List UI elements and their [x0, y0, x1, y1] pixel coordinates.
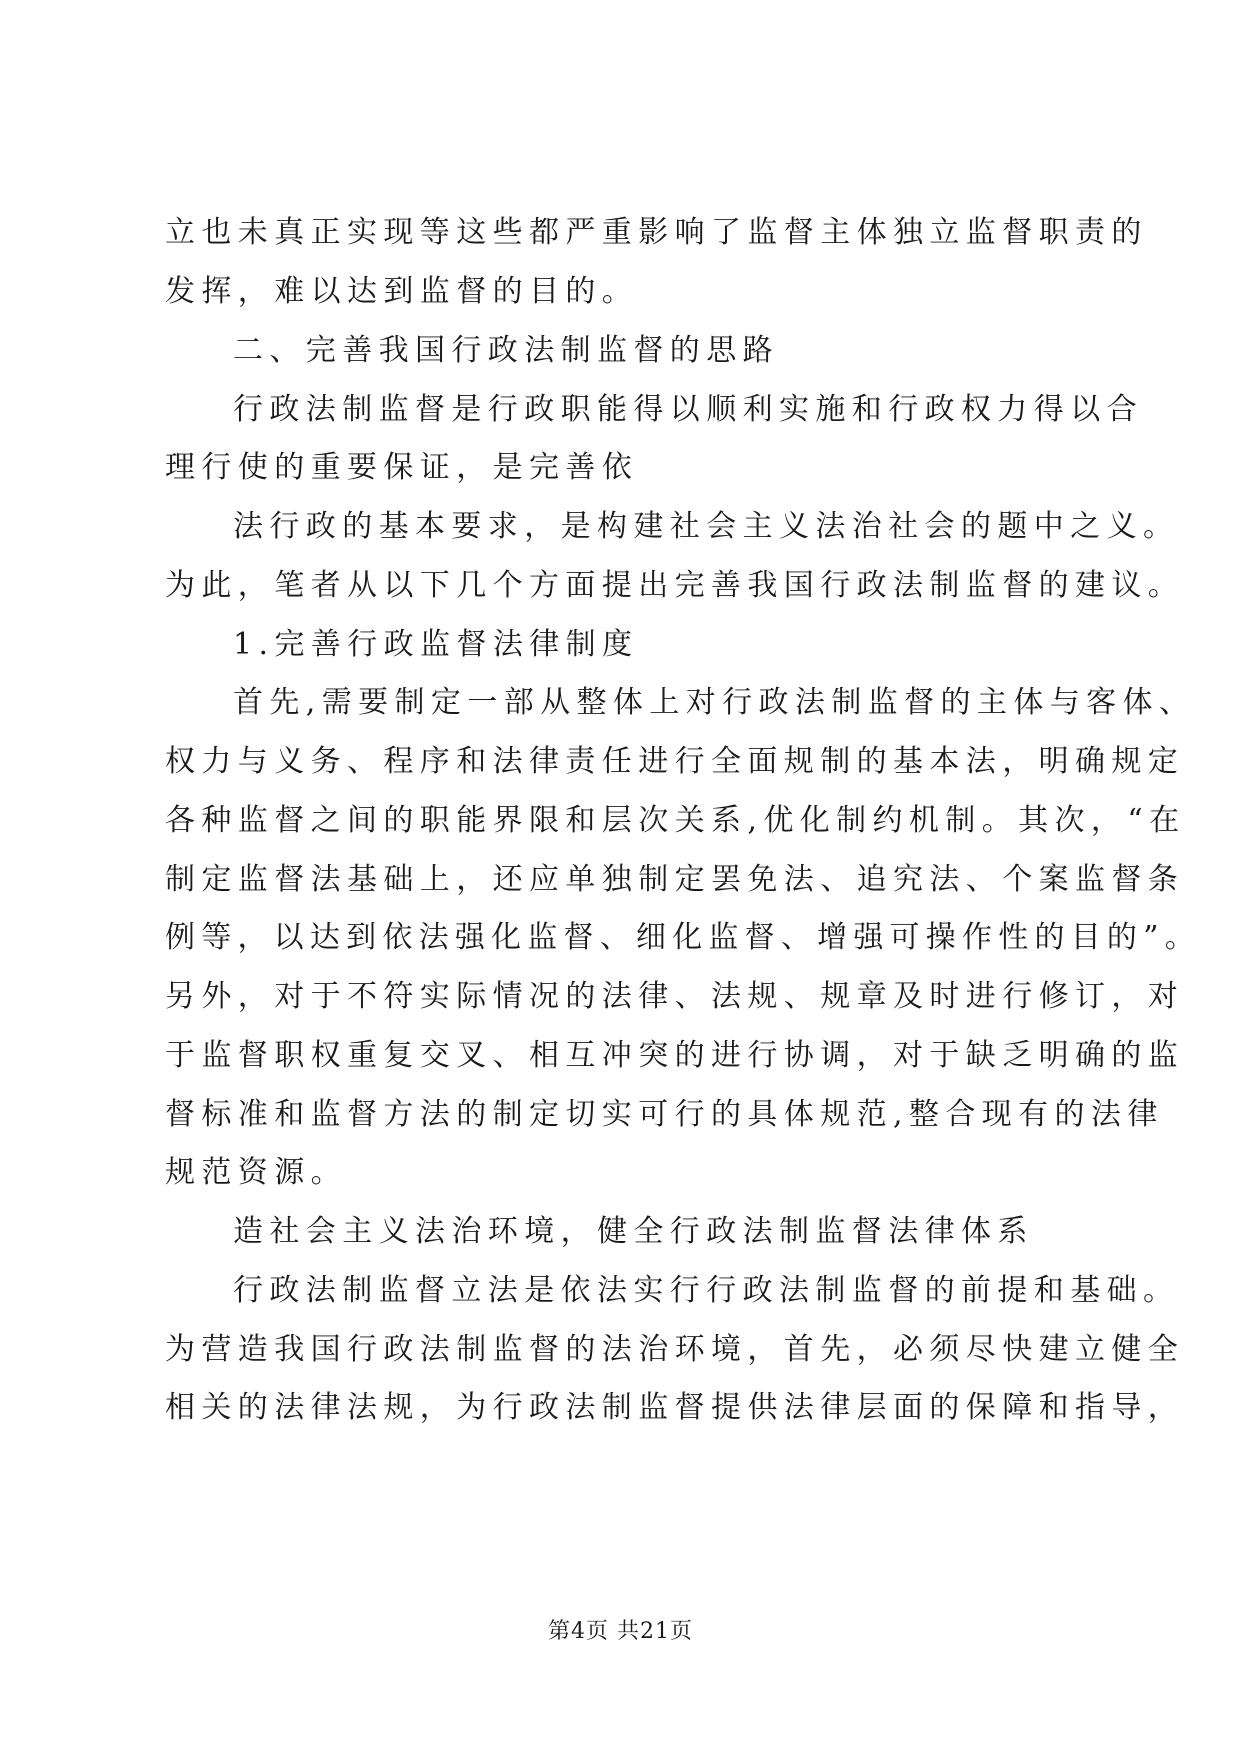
text-line: 例等，以达到依法强化监督、细化监督、增强可操作性的目的”。 — [165, 920, 1201, 955]
text-line: 立也未真正实现等这些都严重影响了监督主体独立监督职责的 — [165, 215, 1148, 250]
text-line: 各种监督之间的职能界限和层次关系,优化制约机制。其次，“在 — [165, 803, 1186, 838]
text-line: 为此，笔者从以下几个方面提出完善我国行政法制监督的建议。 — [165, 568, 1185, 603]
text-line: 法行政的基本要求，是构建社会主义法治社会的题中之义。 — [233, 509, 1180, 544]
text-line: 首先,需要制定一部从整体上对行政法制监督的主体与客体、 — [233, 685, 1196, 720]
subsection-heading: 1.完善行政监督法律制度 — [233, 627, 639, 662]
text-line: 于监督职权重复交叉、相互冲突的进行协调，对于缺乏明确的监 — [165, 1038, 1185, 1073]
text-line: 制定监督法基础上，还应单独制定罢免法、追究法、个案监督条 — [165, 862, 1185, 897]
text-line: 理行使的重要保证，是完善依 — [165, 450, 639, 485]
text-line: 规范资源。 — [165, 1155, 347, 1190]
text-line: 督标准和监督方法的制定切实可行的具体规范,整合现有的法律 — [165, 1097, 1164, 1132]
text-line: 行政法制监督是行政职能得以顺利实施和行政权力得以合 — [233, 392, 1143, 427]
page-number: 第4页 共21页 — [548, 1619, 693, 1644]
text-line: 另外，对于不符实际情况的法律、法规、规章及时进行修订，对 — [165, 979, 1185, 1014]
text-line: 行政法制监督立法是依法实行行政法制监督的前提和基础。 — [233, 1273, 1180, 1308]
text-line: 相关的法律法规，为行政法制监督提供法律层面的保障和指导， — [165, 1390, 1185, 1425]
section-heading: 二、完善我国行政法制监督的思路 — [233, 333, 779, 368]
text-line: 为营造我国行政法制监督的法治环境，首先，必须尽快建立健全 — [165, 1332, 1185, 1367]
text-line: 权力与义务、程序和法律责任进行全面规制的基本法，明确规定 — [165, 744, 1185, 779]
text-line: 发挥，难以达到监督的目的。 — [165, 274, 639, 309]
section-heading: 造社会主义法治环境，健全行政法制监督法律体系 — [233, 1214, 1034, 1249]
